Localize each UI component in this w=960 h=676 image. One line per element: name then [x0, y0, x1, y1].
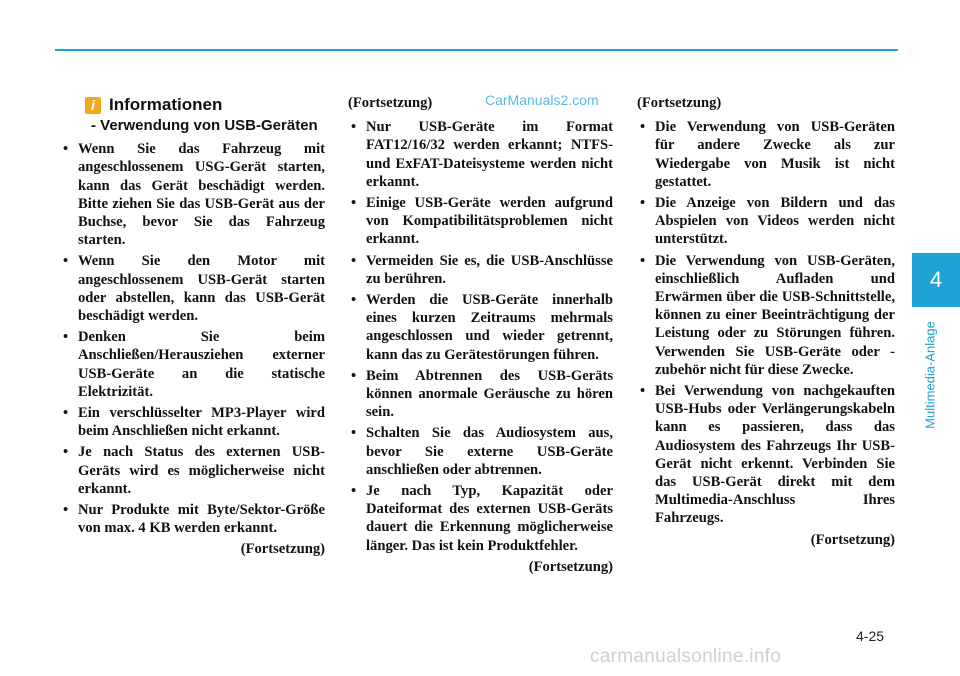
continued-heading: (Fortsetzung)	[637, 95, 722, 111]
list-item: • Denken Sie beim Anschließen/Herausziehen externer USB-Geräte an die statische Elektrizität.	[60, 328, 325, 401]
list-item: • Ein verschlüsselter MP3-Player wird beim Anschließen nicht erkannt.	[60, 404, 325, 440]
continued-label: (Fortsetzung)	[810, 531, 895, 548]
list-item: • Wenn Sie das Fahrzeug mit angeschlossenem USG-Gerät starten, kann das Gerät beschädigt werden. Bitte ziehen Sie das USB-Gerät aus der Buchse, bevor Sie das Fahrzeug starten.	[60, 140, 325, 249]
bullet-list-1	[60, 140, 325, 537]
info-header	[85, 96, 325, 114]
list-item: • Schalten Sie das Audiosystem aus, bevor Sie externe USB-Geräte anschließen oder abtrennen.	[348, 424, 613, 479]
list-item: • Je nach Typ, Kapazität oder Dateiformat des externen USB-Geräts dauert die Erkennung möglicherweise länger. Das ist kein Produktfehler.	[348, 482, 613, 555]
watermark-top: CarManuals2.com	[485, 92, 599, 108]
info-icon: i	[85, 97, 101, 114]
continued-heading: (Fortsetzung)	[348, 95, 433, 111]
header-rule	[55, 49, 898, 51]
list-item: • Bei Verwendung von nachgekauften USB-Hubs oder Verlängerungskabeln kann es passieren, dass das Audiosystem des Fahrzeugs Ihr USB-Gerät nicht erkennt. Verbinden Sie das USB-Gerät direkt mit dem Multimedia-Anschluss Ihres Fahrzeugs.	[637, 382, 895, 528]
column-2	[348, 94, 613, 576]
list-item: • Wenn Sie den Motor mit angeschlossenem USB-Gerät starten oder abstellen, kann das USB-Gerät beschädigt werden.	[60, 252, 325, 325]
continued-label: (Fortsetzung)	[240, 541, 325, 558]
bullet-list-3	[637, 118, 895, 527]
chapter-label	[920, 312, 940, 437]
list-item: • Beim Abtrennen des USB-Geräts können anormale Geräusche zu hören sein.	[348, 367, 613, 422]
info-title: Informationen	[109, 95, 223, 114]
chapter-label-text: Multimedia-Anlage	[922, 320, 938, 429]
list-item: • Die Anzeige von Bildern und das Abspielen von Videos werden nicht unterstützt.	[637, 194, 895, 249]
list-item: • Vermeiden Sie es, die USB-Anschlüsse zu berühren.	[348, 252, 613, 288]
column-3	[637, 94, 895, 549]
info-subtitle: - Verwendung von USB-Geräten	[91, 117, 318, 135]
list-item: • Einige USB-Geräte werden aufgrund von Kompatibilitätsproblemen nicht erkannt.	[348, 194, 613, 249]
list-item: • Nur Produkte mit Byte/Sektor-Größe von max. 4 KB werden erkannt.	[60, 501, 325, 537]
chapter-tab: 4	[912, 253, 960, 307]
list-item: • Werden die USB-Geräte innerhalb eines kurzen Zeitraums mehrmals angeschlossen und wieder getrennt, kann das zu Gerätestörungen führen.	[348, 291, 613, 364]
list-item: • Die Verwendung von USB-Geräten für andere Zwecke als zur Wiedergabe von Musik ist nicht gestattet.	[637, 118, 895, 191]
footer-watermark: carmanualsonline.info	[590, 646, 782, 667]
list-item: • Die Verwendung von USB-Geräten, einschließlich Aufladen und Erwärmen über die USB-Schnittstelle, können zu einer Beeinträchtigung der Leistung oder zu Störungen führen. Verwenden Sie USB-Geräte oder -zubehör nicht für diese Zwecke.	[637, 252, 895, 379]
column-1	[60, 94, 325, 559]
continued-label: (Fortsetzung)	[528, 558, 613, 575]
list-item: • Nur USB-Geräte im Format FAT12/16/32 werden erkannt; NTFS- und ExFAT-Dateisysteme werden nicht erkannt.	[348, 118, 613, 191]
list-item: • Je nach Status des externen USB-Geräts wird es möglicherweise nicht erkannt.	[60, 443, 325, 498]
page-number: 4-25	[856, 628, 885, 644]
bullet-list-2	[348, 118, 613, 555]
